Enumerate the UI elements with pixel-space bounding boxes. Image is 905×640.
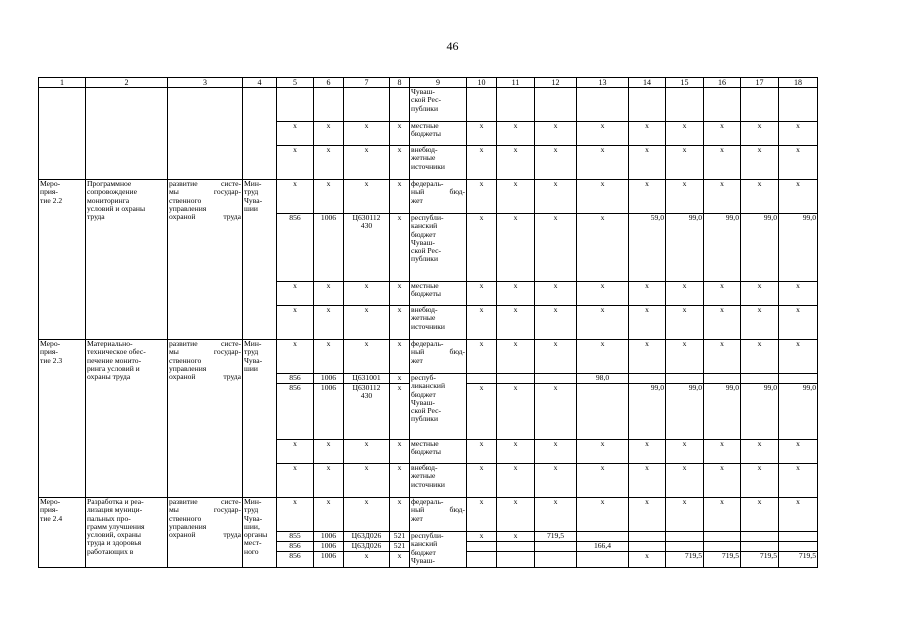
x-cell: х [779,440,818,464]
x-cell: х [666,282,704,306]
x-cell: х [741,122,779,146]
x-cell: х [577,498,629,532]
x-cell: х [467,306,497,340]
table-cell: Ц630112 430 [344,384,390,440]
table-cell [666,532,704,542]
x-cell: х [535,306,577,340]
x-cell: х [704,122,741,146]
event-executor: Мин- труд Чува- шии, органы мест- ного [243,498,277,568]
x-cell: х [314,340,344,374]
source-cell: федераль- ный бюд- жет [410,340,467,374]
table-cell [741,542,779,552]
table-cell [497,542,535,552]
x-cell: х [629,498,666,532]
event-goal: развитие систе- мы государ- ственного управления охраной труда [168,340,243,498]
x-cell: х [497,122,535,146]
table-cell [704,532,741,542]
x-cell: х [390,440,410,464]
source-cell: внебюд- жетные источники [410,146,467,180]
event-goal: развитие систе- мы государ- ственного управления охраной труда [168,180,243,340]
x-cell: х [497,214,535,282]
value-cell: 166,4 [577,542,629,552]
table-cell [704,374,741,384]
x-cell: х [704,306,741,340]
x-cell: х [535,440,577,464]
x-cell: х [344,282,390,306]
x-cell: х [467,214,497,282]
x-cell: х [629,122,666,146]
x-cell: х [390,146,410,180]
x-cell: х [704,464,741,498]
source-cell: местные бюджеты [410,282,467,306]
table-cell: Ц63Д026 [344,532,390,542]
x-cell: х [666,340,704,374]
x-cell: х [779,306,818,340]
table-cell: х [390,552,410,568]
x-cell: х [314,122,344,146]
x-cell: х [741,180,779,214]
x-cell: х [390,180,410,214]
x-cell: х [497,464,535,498]
value-cell: 719,5 [779,552,818,568]
table-cell [704,88,741,122]
x-cell: х [314,282,344,306]
x-cell: х [535,180,577,214]
x-cell: х [704,146,741,180]
column-number: 8 [390,78,410,88]
x-cell: х [344,146,390,180]
column-number: 18 [779,78,818,88]
table-cell [497,552,535,568]
column-number: 6 [314,78,344,88]
x-cell: х [497,498,535,532]
x-cell: х [666,122,704,146]
x-cell: х [497,282,535,306]
x-cell: х [535,214,577,282]
x-cell: х [577,340,629,374]
x-cell: х [344,180,390,214]
table-cell: 1006 [314,374,344,384]
x-cell: х [629,440,666,464]
page-number: 46 [446,39,459,53]
x-cell: х [704,440,741,464]
x-cell: х [535,464,577,498]
table-cell [535,552,577,568]
x-cell: х [467,282,497,306]
x-cell: х [629,340,666,374]
table-cell [741,532,779,542]
x-cell: х [344,464,390,498]
column-number: 14 [629,78,666,88]
x-cell: х [535,122,577,146]
table-cell [467,374,497,384]
source-cell: внебюд- жетные источники [410,306,467,340]
table-cell [577,384,629,440]
x-cell: х [666,146,704,180]
table-cell [277,88,314,122]
column-number: 5 [277,78,314,88]
value-cell: 99,0 [704,384,741,440]
table-cell [497,374,535,384]
value-cell: 719,5 [666,552,704,568]
x-cell: х [577,464,629,498]
x-cell: х [741,440,779,464]
x-cell: х [277,464,314,498]
x-cell: х [314,146,344,180]
x-cell: х [779,122,818,146]
x-cell: х [704,282,741,306]
table-cell: 856 [277,542,314,552]
source-cell: Чуваш- ской Рес- публики [410,88,467,122]
x-cell: х [497,340,535,374]
x-cell: х [344,498,390,532]
x-cell: х [704,180,741,214]
x-cell: х [666,498,704,532]
column-number: 10 [467,78,497,88]
x-cell: х [277,146,314,180]
x-cell: х [779,464,818,498]
x-cell: х [277,180,314,214]
source-cell: местные бюджеты [410,440,467,464]
table-cell [314,88,344,122]
table-cell [741,88,779,122]
x-cell: х [535,340,577,374]
x-cell: х [535,282,577,306]
event-label: Меро- прия- тие 2.3 [39,340,86,498]
source-cell: федераль- ный бюд- жет [410,180,467,214]
x-cell: х [390,306,410,340]
x-cell: х [390,122,410,146]
table-cell: х [390,374,410,384]
table-cell [467,552,497,568]
x-cell: х [314,180,344,214]
x-cell: х [666,440,704,464]
x-cell: х [390,340,410,374]
x-cell: х [497,384,535,440]
x-cell: х [666,464,704,498]
table-cell: х [344,552,390,568]
value-cell: 98,0 [577,374,629,384]
x-cell: х [779,146,818,180]
x-cell: х [344,340,390,374]
value-cell: 99,0 [741,214,779,282]
event-name [86,88,168,180]
x-cell: х [497,180,535,214]
column-number: 15 [666,78,704,88]
value-cell: 99,0 [629,384,666,440]
x-cell: х [467,498,497,532]
x-cell: х [467,340,497,374]
source-cell: федераль- ный бюд- жет [410,498,467,532]
column-number: 16 [704,78,741,88]
x-cell: х [497,146,535,180]
table-cell [779,374,818,384]
table-cell [629,532,666,542]
x-cell: х [390,498,410,532]
table-row [39,340,818,374]
x-cell: х [277,498,314,532]
table-cell: Ц630112 430 [344,214,390,282]
value-cell: 99,0 [741,384,779,440]
source-cell: респуб- ликанский бюджет Чуваш- ской Рес- публики [410,374,467,440]
table-cell: х [390,214,410,282]
table-cell [467,88,497,122]
source-cell: внебюд- жетные источники [410,464,467,498]
column-number: 9 [410,78,467,88]
x-cell: х [467,122,497,146]
x-cell: х [577,146,629,180]
table-row [39,498,818,532]
table-cell [535,88,577,122]
table-cell: х [390,384,410,440]
table-cell: 521 [390,532,410,542]
table-cell: 1006 [314,552,344,568]
table-cell [467,542,497,552]
x-cell: х [314,464,344,498]
x-cell: х [577,282,629,306]
table-row [39,180,818,214]
value-cell: 99,0 [779,214,818,282]
table-cell: 855 [277,532,314,542]
x-cell: х [467,146,497,180]
table-cell [666,88,704,122]
budget-table [38,77,818,568]
table-cell [344,88,390,122]
x-cell: х [629,146,666,180]
x-cell: х [535,146,577,180]
x-cell: х [577,122,629,146]
x-cell: х [277,122,314,146]
table-cell: 521 [390,542,410,552]
x-cell: х [779,282,818,306]
table-cell: 1006 [314,542,344,552]
x-cell: х [629,180,666,214]
x-cell: х [666,180,704,214]
column-number: 13 [577,78,629,88]
table-cell [779,88,818,122]
x-cell: х [467,464,497,498]
table-cell [666,542,704,552]
x-cell: х [629,282,666,306]
x-cell: х [629,306,666,340]
column-number: 12 [535,78,577,88]
x-cell: х [467,440,497,464]
column-number: 3 [168,78,243,88]
column-number: 1 [39,78,86,88]
x-cell: х [344,306,390,340]
table-cell [577,532,629,542]
table-cell [629,88,666,122]
x-cell: х [535,384,577,440]
x-cell: х [779,180,818,214]
x-cell: х [344,440,390,464]
x-cell: х [577,440,629,464]
x-cell: х [467,384,497,440]
value-cell: 99,0 [704,214,741,282]
x-cell: х [467,180,497,214]
x-cell: х [741,282,779,306]
x-cell: х [277,340,314,374]
table-cell [779,542,818,552]
table-cell: х [467,532,497,542]
table-cell: Ц63Д026 [344,542,390,552]
table-cell: 1006 [314,532,344,542]
event-goal: развитие систе- мы государ- ственного управления охраной труда [168,498,243,568]
event-goal [168,88,243,180]
table-cell: х [629,552,666,568]
table-cell: 856 [277,214,314,282]
x-cell: х [390,282,410,306]
x-cell: х [741,498,779,532]
x-cell: х [577,306,629,340]
event-executor: Мин- труд Чува- шии [243,340,277,498]
column-number: 7 [344,78,390,88]
table-row [39,88,818,122]
table-cell [535,374,577,384]
x-cell: х [666,306,704,340]
value-cell: 99,0 [666,214,704,282]
column-number: 11 [497,78,535,88]
x-cell: х [741,464,779,498]
event-label: Меро- прия- тие 2.2 [39,180,86,340]
x-cell: х [535,498,577,532]
x-cell: х [704,340,741,374]
table-cell: 856 [277,384,314,440]
table-cell [390,88,410,122]
x-cell: х [314,306,344,340]
table-cell: 1006 [314,384,344,440]
x-cell: х [577,180,629,214]
event-name: Программное сопровождение мониторинга условий и охраны труда [86,180,168,340]
x-cell: х [779,498,818,532]
header-row [39,78,818,88]
x-cell: х [629,464,666,498]
column-number: 2 [86,78,168,88]
x-cell: х [497,306,535,340]
table-cell [629,542,666,552]
x-cell: х [277,306,314,340]
column-number: 4 [243,78,277,88]
x-cell: х [741,340,779,374]
event-name: Разработка и реа- лизация муници- пальных про- грамм улучшения условий, охраны труда и здоровья работающих в [86,498,168,568]
x-cell: х [779,340,818,374]
value-cell: 719,5 [704,552,741,568]
column-number: 17 [741,78,779,88]
event-label [39,88,86,180]
x-cell: х [344,122,390,146]
event-executor: Мин- труд Чува- шии [243,180,277,340]
value-cell: 719,5 [741,552,779,568]
x-cell: х [314,498,344,532]
table-cell [577,552,629,568]
value-cell: 99,0 [666,384,704,440]
x-cell: х [314,440,344,464]
x-cell: х [741,146,779,180]
event-name: Материально- техническое обес- печение монито- ринга условий и охраны труда [86,340,168,498]
source-cell: республи- канский бюджет Чуваш- [410,532,467,568]
x-cell: х [390,464,410,498]
table-cell [666,374,704,384]
table-cell [497,88,535,122]
source-cell: местные бюджеты [410,122,467,146]
value-cell: 719,5 [535,532,577,542]
value-cell: 99,0 [779,384,818,440]
event-label: Меро- прия- тие 2.4 [39,498,86,568]
table-cell [741,374,779,384]
table-cell: х [497,532,535,542]
table-cell [577,88,629,122]
table-cell: 1006 [314,214,344,282]
value-cell: 59,0 [629,214,666,282]
event-executor [243,88,277,180]
x-cell: х [741,306,779,340]
x-cell: х [704,498,741,532]
table-cell: 856 [277,374,314,384]
table-cell [629,374,666,384]
table-cell: Ц631001 [344,374,390,384]
table-cell [779,532,818,542]
table-cell [535,542,577,552]
x-cell: х [277,440,314,464]
x-cell: х [277,282,314,306]
x-cell: х [577,214,629,282]
x-cell: х [497,440,535,464]
source-cell: республи- канский бюджет Чуваш- ской Рес- публики [410,214,467,282]
table-cell: 856 [277,552,314,568]
table-cell [704,542,741,552]
